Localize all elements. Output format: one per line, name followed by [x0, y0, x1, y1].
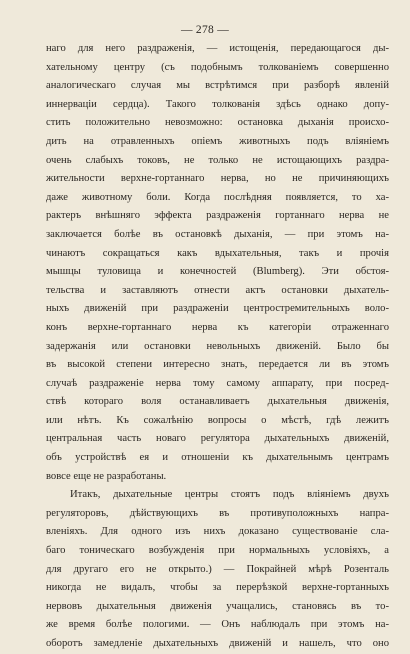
text-line: тельства и заставляютъ отнести актъ остановки дыхатель-	[46, 284, 389, 296]
text-line: вленіяхъ. Для одного изъ нихъ доказано существованіе сла-	[46, 526, 389, 538]
text-line: мышцы туловища и конечностей (Blumberg). Эти обстоя-	[46, 266, 389, 278]
text-line: иннервацiи сердца). Такого толкованія здѣсь однако допу-	[46, 98, 389, 110]
body-text	[46, 40, 389, 654]
text-line: Итакъ, дыхательные центры стоятъ подъ вліяніемъ двухъ	[70, 489, 389, 501]
text-line: наго для него раздраженія, — истощенія, передающагося ды-	[46, 43, 389, 54]
text-line: заключается болѣе въ остановкѣ дыханія, — при этомъ на-	[46, 228, 389, 240]
text-line: рактеръ внѣшняго эффекта раздраженія гортаннаго нерва не	[46, 210, 389, 222]
text-line: объ устройствѣ ея и отношеніи къ дыхательнымъ центрамъ	[46, 452, 389, 464]
paragraph	[46, 486, 389, 653]
text-line: стить положительно невозможно: остановка дыханія происхо-	[46, 117, 389, 129]
text-line: ствѣ котораго воля останавливаетъ дыхательныя движенія,	[46, 396, 389, 408]
text-line: жительности верхне-гортаннаго нерва, но не причиняющихъ	[46, 173, 389, 185]
text-line: центральная часть новаго регулятора дыхательныхъ движеній,	[46, 433, 389, 445]
text-line: чинаютъ сокращаться какъ вдыхательныя, такъ и прочія	[46, 247, 389, 259]
text-line: баго тоническаго возбужденія при нормальныхъ условіяхъ, а	[46, 545, 389, 557]
text-line: даже животному боли. Когда послѣдняя появляется, то ха-	[46, 191, 389, 203]
text-line: нервовъ дыхательныя движенія учащались, становясь въ то-	[46, 600, 389, 612]
text-line: регуляторовъ, дѣйствующихъ въ противуположныхъ напра-	[46, 507, 389, 519]
text-line: или нѣтъ. Къ сожалѣнію вопросы о мѣстѣ, гдѣ лежитъ	[46, 414, 389, 426]
text-line: случаѣ раздраженіе нерва тому самому аппарату, при посред-	[46, 377, 389, 389]
text-line: для другаго его не открыто.) — Покрайней мѣрѣ Розенталь	[46, 563, 389, 575]
text-line: хательному центру (съ подобнымъ толкованіемъ совершенно	[46, 61, 389, 73]
text-line: задержанія или остановки невольныхъ движеній. Было бы	[46, 340, 389, 352]
text-line: никогда не видалъ, чтобы за перерѣзкой верхне-гортанныхъ	[46, 582, 389, 594]
text-line: ныхъ движеній при раздраженіи центростремительныхъ воло-	[46, 303, 389, 315]
text-line: же время болѣе пологими. — Онъ наблюдалъ при этомъ на-	[46, 619, 389, 631]
paragraph	[46, 40, 389, 486]
text-line: въ высокой степени интересно знать, передается ли въ этомъ	[46, 359, 389, 371]
text-line: конъ верхне-гортаннаго нерва къ категоріи отраженнаго	[46, 321, 389, 333]
text-line: дить на отравленныхъ опіемъ животныхъ подъ вліяніемъ	[46, 135, 389, 147]
text-line: аналогическаго случая мы встрѣтимся при разборѣ явленій	[46, 80, 389, 92]
page-number: — 278 —	[180, 24, 230, 36]
text-line: оборотъ замедленіе дыхательныхъ движеній и нашелъ, что оно	[46, 638, 389, 649]
text-line: очень слабыхъ токовъ, не только не истощающихъ раздра-	[46, 154, 389, 166]
text-line: вовсе еще не разработаны.	[46, 470, 167, 482]
